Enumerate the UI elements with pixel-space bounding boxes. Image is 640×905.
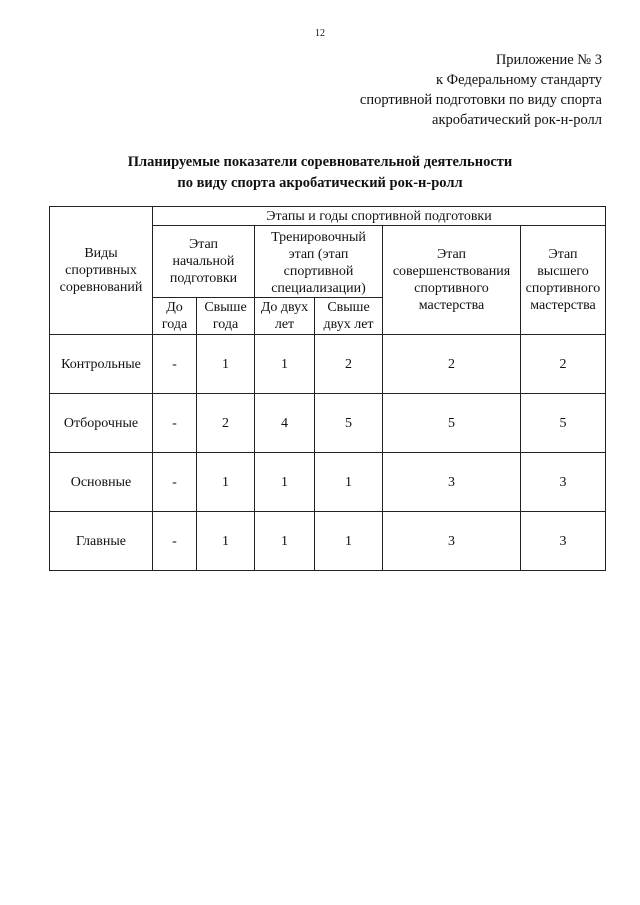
- value-cell: 1: [197, 512, 255, 571]
- value-cell: 5: [383, 394, 521, 453]
- value-cell: 1: [255, 335, 315, 394]
- value-cell: 3: [521, 453, 606, 512]
- value-cell: 1: [197, 335, 255, 394]
- stage-training-header: Тренировочный этап (этап спортивной специализации): [255, 226, 383, 298]
- value-cell: 3: [383, 453, 521, 512]
- appendix-header: [360, 50, 602, 130]
- document-title-line-1: Планируемые показатели соревновательной деятельности: [127, 154, 513, 170]
- competition-type-cell: Контрольные: [50, 335, 153, 394]
- stage-improvement-header: Этап совершенствования спортивного мастерства: [383, 226, 521, 335]
- appendix-line-3: спортивной подготовки по виду спорта: [359, 92, 602, 108]
- value-cell: -: [153, 453, 197, 512]
- document-title-line-2: по виду спорта акробатический рок-н-ролл: [177, 175, 463, 191]
- table-row: [50, 453, 606, 512]
- value-cell: 5: [521, 394, 606, 453]
- table-header-row: [50, 207, 606, 226]
- competition-type-cell: Основные: [50, 453, 153, 512]
- value-cell: 3: [521, 512, 606, 571]
- table-row: [50, 394, 606, 453]
- document-title: [0, 152, 640, 194]
- competition-type-cell: Отборочные: [50, 394, 153, 453]
- value-cell: -: [153, 512, 197, 571]
- years-training-1-header: До двух лет: [255, 298, 315, 335]
- page-number: 12: [315, 28, 325, 39]
- value-cell: 5: [315, 394, 383, 453]
- value-cell: -: [153, 335, 197, 394]
- value-cell: 3: [383, 512, 521, 571]
- value-cell: 1: [197, 453, 255, 512]
- value-cell: 2: [383, 335, 521, 394]
- value-cell: 2: [521, 335, 606, 394]
- appendix-line-2: к Федеральному стандарту: [435, 72, 602, 88]
- appendix-line-1: Приложение № 3: [495, 52, 602, 68]
- value-cell: -: [153, 394, 197, 453]
- competition-type-cell: Главные: [50, 512, 153, 571]
- years-training-2-header: Свыше двух лет: [315, 298, 383, 335]
- competition-type-header: Виды спортивных соревнований: [50, 207, 153, 335]
- value-cell: 1: [255, 512, 315, 571]
- table-row: [50, 512, 606, 571]
- value-cell: 2: [315, 335, 383, 394]
- stages-header: Этапы и годы спортивной подготовки: [153, 207, 606, 226]
- stage-highest-header: Этап высшего спортивного мастерства: [521, 226, 606, 335]
- years-initial-1-header: До года: [153, 298, 197, 335]
- value-cell: 1: [255, 453, 315, 512]
- appendix-line-4: акробатический рок-н-ролл: [432, 112, 602, 128]
- value-cell: 4: [255, 394, 315, 453]
- value-cell: 1: [315, 512, 383, 571]
- competition-indicators-table: [49, 206, 606, 571]
- value-cell: 2: [197, 394, 255, 453]
- years-initial-2-header: Свыше года: [197, 298, 255, 335]
- value-cell: 1: [315, 453, 383, 512]
- stage-initial-header: Этап начальной подготовки: [153, 226, 255, 298]
- table-row: [50, 335, 606, 394]
